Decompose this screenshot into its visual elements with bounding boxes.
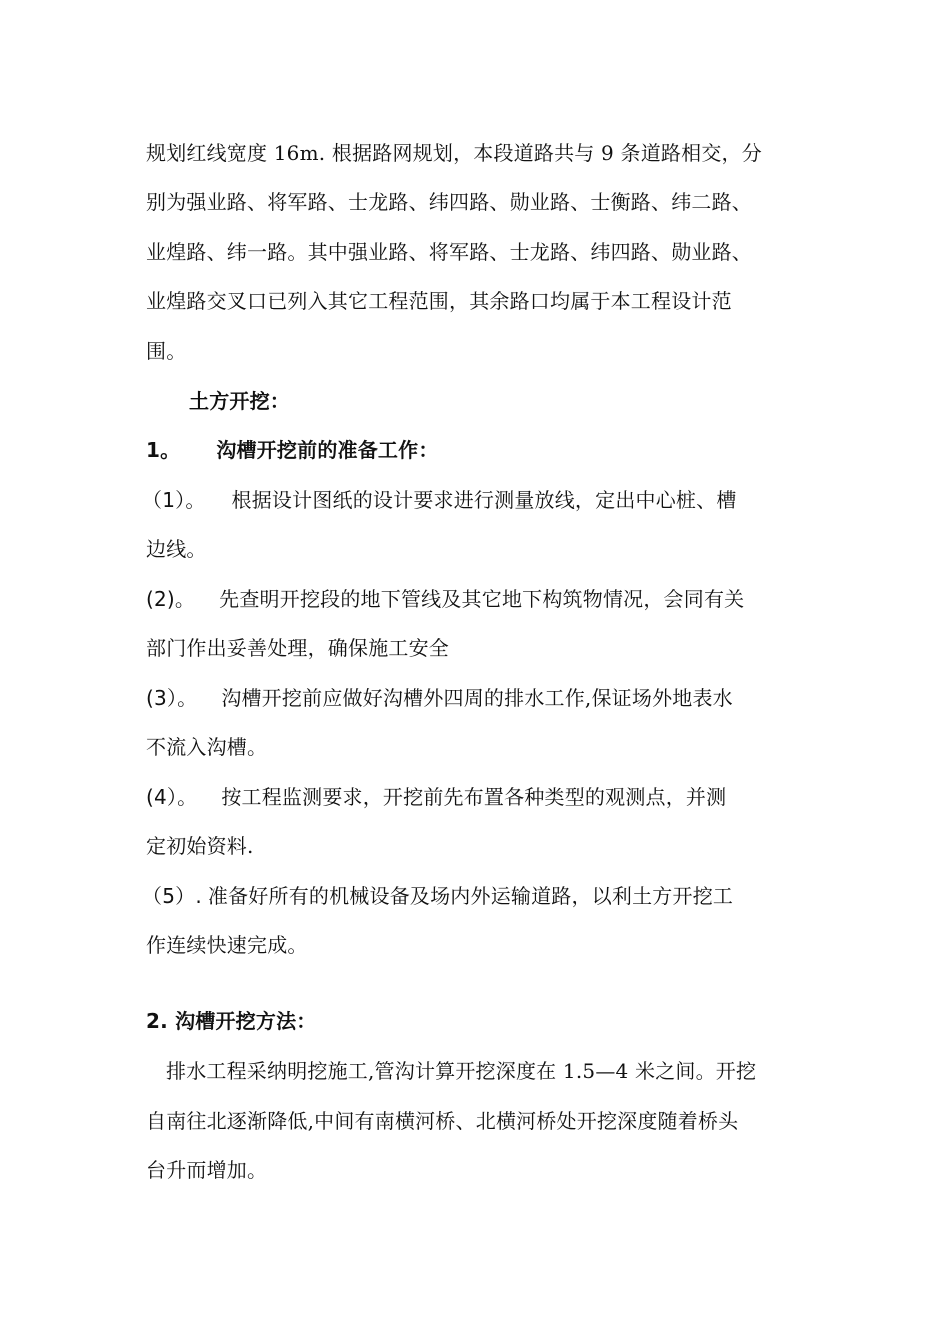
section1-heading	[146, 436, 439, 464]
section2-line-1: 排水工程采纳明挖施工,管沟计算开挖深度在 1.5—4 米之间。开挖	[166, 1059, 757, 1083]
intro-line-4: 业煌路交叉口已列入其它工程范围，其余路口均属于本工程设计范	[146, 289, 732, 313]
earthwork-heading: 土方开挖：	[189, 389, 290, 413]
intro-line-2: 别为强业路、将军路、士龙路、纬四路、勋业路、士衡路、纬二路、	[146, 190, 752, 214]
item-4-text: 按工程监测要求，开挖前先布置各种类型的观测点，并测	[221, 785, 727, 809]
intro-line-1: 规划红线宽度 16m. 根据路网规划，本段道路共与 9 条道路相交，分	[146, 141, 762, 165]
item-5-marker: （5）.	[142, 884, 202, 908]
section1-number: 1。	[146, 438, 181, 462]
intro-line-3: 业煌路、纬一路。其中强业路、将军路、士龙路、纬四路、勋业路、	[146, 240, 752, 264]
item-3-text: 沟槽开挖前应做好沟槽外四周的排水工作,保证场外地表水	[221, 686, 733, 710]
item-2-line-2: 部门作出妥善处理，确保施工安全	[146, 636, 449, 660]
item-2-text: 先查明开挖段的地下管线及其它地下构筑物情况，会同有关	[219, 587, 745, 611]
section2-heading: 2. 沟槽开挖方法：	[146, 1009, 317, 1033]
item-4-line-1	[146, 783, 726, 811]
item-1-line-1	[142, 486, 737, 514]
intro-line-5: 围。	[146, 339, 187, 363]
item-3-marker: (3）。	[146, 686, 198, 710]
item-4-line-2: 定初始资料.	[146, 834, 254, 858]
section1-title: 沟槽开挖前的准备工作：	[216, 438, 439, 462]
item-3-line-1	[146, 684, 733, 712]
item-2-marker: (2)。	[146, 587, 196, 611]
item-4-marker: (4）。	[146, 785, 198, 809]
item-5-line-1	[142, 882, 733, 910]
item-5-line-2: 作连续快速完成。	[146, 933, 308, 957]
section2-line-2: 自南往北逐渐降低,中间有南横河桥、北横河桥处开挖深度随着桥头	[146, 1109, 739, 1133]
item-2-line-1	[146, 585, 744, 613]
item-3-line-2: 不流入沟槽。	[146, 735, 268, 759]
item-1-line-2: 边线。	[146, 537, 207, 561]
item-1-text: 根据设计图纸的设计要求进行测量放线，定出中心桩、槽	[231, 488, 737, 512]
section2-line-3: 台升而增加。	[146, 1158, 268, 1182]
item-1-marker: （1）。	[142, 488, 206, 512]
item-5-text: 准备好所有的机械设备及场内外运输道路，以利土方开挖工	[207, 884, 734, 908]
